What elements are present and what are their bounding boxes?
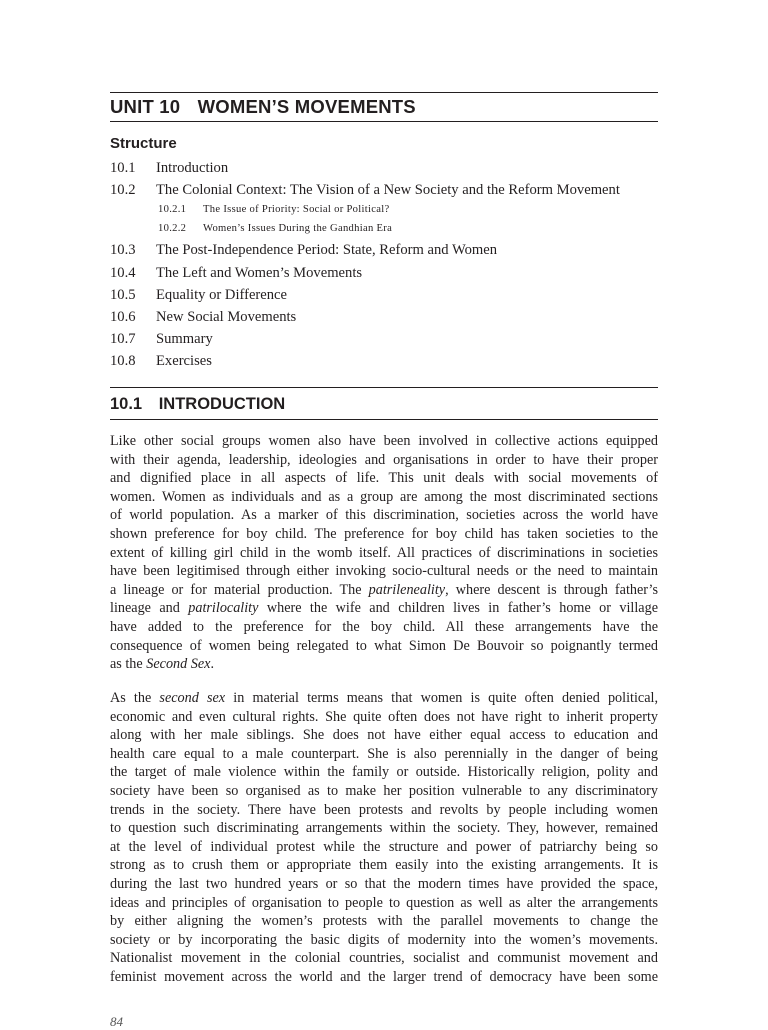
structure-heading: Structure [110,135,177,152]
top-rule [110,92,658,93]
paragraph-line: health care equal to a male counterpart. She is also perennially in the danger of being [110,745,658,762]
paragraph-line: at the level of individual protest while the structure and power of patriarchy being so [110,838,658,855]
paragraph-line: have been legitimised through either invoking socio-cultural needs or the need to maintain [110,563,658,580]
paragraph-line: Like other social groups women also have been involved in collective actions equipped [110,433,658,449]
paragraph-line: Nationalist movement in the colonial countries, socialist and communist movement and [110,950,658,967]
structure-item-number: 10.4 [110,264,136,281]
paragraph-line: have added to the preference for the boy child. All these arrangements have the [110,618,658,635]
paragraph-line: by either aligning the women’s protests with the parallel movements to change the [110,913,658,930]
paragraph-line: society have been so organised as to make her position vulnerable to any discriminatory [110,782,658,799]
structure-item-label: The Issue of Priority: Social or Political? [203,204,390,216]
section-title: INTRODUCTION [158,395,286,413]
paragraph-line: as the Second Sex. [110,656,215,673]
intro-paragraph-2 [110,689,658,987]
structure-item-number: 10.2 [110,182,136,199]
structure-item-number: 10.2.1 [158,204,187,216]
structure-list [110,160,658,376]
paragraph-line: to question such discriminating arrangements within the society. They, however, remained [110,820,658,837]
structure-item-number: 10.7 [110,331,136,348]
paragraph-line: along with her male siblings. She does not have either equal access to education and [110,727,658,744]
paragraph-line: a lineage or for material production. The patrileneality, where descent is through father’s [110,581,658,598]
paragraph-line: trends in the society. There have been protests and revolts by people including women [110,801,658,818]
intro-paragraph-1 [110,432,658,674]
paragraph-line: with their agenda, leadership, ideologies and organisations in order to have their proper [110,451,658,468]
structure-subitem [110,223,658,242]
unit-number: UNIT 10 [110,96,181,117]
structure-item [110,242,658,264]
structure-item [110,287,658,309]
structure-item-label: Women’s Issues During the Gandhian Era [203,223,393,235]
structure-item [110,265,658,287]
paragraph-line: feminist movement across the world and the larger trend of democracy have been some [110,968,658,985]
paragraph-line: during the last two hundred years or so that the modern times have provided the space, [110,875,658,892]
structure-item [110,182,658,204]
structure-item-label: Equality or Difference [156,286,288,303]
section-number: 10.1 [110,395,143,413]
unit-name: WOMEN’S MOVEMENTS [197,96,416,117]
structure-item-number: 10.8 [110,353,136,370]
paragraph-line: strong as to crush them or appropriate them easily into the existing arrangements. It is [110,857,658,874]
structure-item-label: The Left and Women’s Movements [156,264,363,281]
paragraph-line: society or by incorporating the basic digits of modernity into the women’s movements. [110,931,658,948]
paragraph-line: shown preference for boy child. The preference for boy child has taken societies to the [110,525,658,542]
structure-item-label: The Colonial Context: The Vision of a New Society and the Reform Movement [156,182,620,199]
paragraph-line: lineage and patrilocality where the wife and children lives in father’s home or village [110,600,658,617]
paragraph-line: extent of killing girl child in the womb itself. All practices of discriminations in societies [110,544,658,561]
paragraph-line: As the second sex in material terms means that women is quite often denied political, [110,690,658,706]
paragraph-line: and dignified place in all aspects of life. This unit deals with social movements of [110,470,658,487]
paragraph-line: consequence of women being relegated to what Simon De Bouvoir so poignantly termed [110,637,658,654]
structure-item-label: Introduction [156,160,229,176]
structure-item-number: 10.5 [110,286,136,303]
structure-subitem [110,204,658,223]
unit-title [110,96,416,118]
structure-item-number: 10.1 [110,160,136,176]
structure-item-number: 10.3 [110,242,136,259]
structure-item-number: 10.6 [110,308,136,325]
structure-item [110,331,658,353]
structure-item-label: New Social Movements [156,308,297,325]
paragraph-line: the target of male violence within the family or outside. Historically religion, polity and [110,764,658,781]
structure-item [110,353,658,375]
title-underline-rule [110,121,658,122]
section-heading [110,395,285,414]
structure-item-label: The Post-Independence Period: State, Reform and Women [156,242,498,259]
page-number: 84 [110,1014,123,1029]
section-bottom-rule [110,419,658,420]
paragraph-line: of world population. As a marker of this discrimination, societies across the world have [110,507,658,524]
structure-item [110,309,658,331]
structure-item [110,160,658,182]
paragraph-line: economic and even cultural rights. She quite often does not have right to inherit property [110,708,658,725]
section-top-rule [110,387,658,388]
structure-item-number: 10.2.2 [158,223,187,235]
structure-item-label: Exercises [156,353,212,370]
paragraph-line: ideas and principles of organisation to people to question as well as alter the arrangements [110,894,658,911]
paragraph-line: women. Women as individuals and as a group are among the most discriminated sections [110,488,658,505]
structure-item-label: Summary [156,331,213,348]
